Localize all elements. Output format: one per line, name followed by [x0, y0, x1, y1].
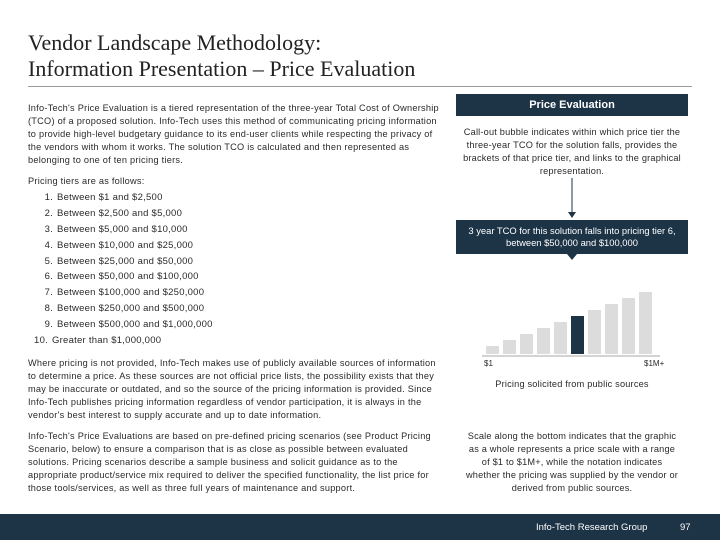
public-sources-paragraph: Where pricing is not provided, Info-Tech makes use of publicly available sources of information to determine a price. As these sources are not official price lists, the possibility exists that they may be inaccurate or outdated, and so the source of the pricing information is provided. Since Info-Tech publishes pricing information regardless of vendor participation, it is always in the vendor's best interest to supply accurate and up to date information. — [28, 357, 436, 420]
tier-number: 8. — [44, 302, 53, 314]
tier-bar — [486, 346, 499, 354]
tiers-intro: Pricing tiers are as follows: — [28, 176, 145, 186]
tier-number: 5. — [44, 255, 53, 267]
tier-bar — [639, 292, 652, 354]
scale-min-label: $1 — [484, 359, 493, 368]
tier-bars — [486, 292, 652, 354]
scale-max-label: $1M+ — [644, 359, 665, 368]
tier-item — [28, 253, 440, 269]
footer-bar — [0, 514, 720, 540]
price-scale — [456, 356, 688, 370]
callout-description: Call-out bubble indicates within which price tier the three-year TCO for the solution falls, provides the brackets of that price tier, and links to the graphical representation. — [463, 127, 681, 176]
tier-number: 2. — [44, 208, 53, 220]
title-divider — [28, 86, 692, 87]
callout-pointer — [567, 254, 577, 260]
left-column — [28, 102, 440, 503]
tier-bar — [622, 298, 635, 354]
page-number: 97 — [680, 522, 691, 533]
footer-org-name: Info-Tech Research Group — [536, 522, 648, 533]
tier-number: 6. — [44, 271, 53, 283]
tier-item — [28, 206, 440, 222]
title-line-2: Information Presentation – Price Evaluation — [28, 56, 416, 81]
right-column — [456, 94, 688, 493]
tier-number: 7. — [44, 287, 53, 299]
tier-bar — [537, 328, 550, 354]
scale-description: Scale along the bottom indicates that the graphic as a whole represents a price scale with a range of $1 to $1M+, while the notation indicates whether the pricing was supplied by the vendor or derived from public sources. — [465, 431, 679, 493]
tier-number: 4. — [44, 239, 53, 251]
tier-label: Greater than $1,000,000 — [52, 334, 162, 346]
tier-item — [28, 222, 440, 238]
tier-number: 10. — [34, 334, 48, 346]
tier-number: 3. — [44, 223, 53, 235]
pricing-source-note: Pricing solicited from public sources — [495, 379, 649, 389]
arrow-down-head — [568, 212, 576, 218]
tier-item — [28, 269, 440, 285]
tier-bar — [588, 310, 601, 354]
tier-item — [28, 316, 440, 332]
intro-paragraph: Info-Tech's Price Evaluation is a tiered representation of the three-year Total Cost of Ownership (TCO) of a proposed solution. Info-Tech uses this method of communicating pricing information to provide high-level budgetary guidance to its end-user clients while respecting the privacy of the vendors with whom it works. The solution TCO is calculated and then represented as belonging to one of ten pricing tiers. — [28, 103, 439, 165]
pricing-scenarios-paragraph: Info-Tech's Price Evaluations are based on pre-defined pricing scenarios (see Product Pricing Scenario, below) to ensure a comparison that is as close as possible between evaluated solutions. Pricing scenarios describe a sample business and solicit guidance as to the appropriate product/service mix required to deliver the specified functionality, the list price for those tools/services, as well as three full years of maintenance and support. — [28, 430, 431, 493]
tier-label: Between $250,000 and $500,000 — [57, 302, 205, 314]
tier-number: 9. — [44, 318, 53, 330]
tier-label: Between $100,000 and $250,000 — [57, 287, 205, 299]
tier-bar — [605, 304, 618, 354]
tier-item — [28, 332, 440, 348]
slide-title — [28, 30, 688, 82]
tier-label: Between $1 and $2,500 — [57, 192, 163, 204]
tier-item — [28, 237, 440, 253]
tier-callout-box: 3 year TCO for this solution falls into pricing tier 6, between $50,000 and $100,000 — [456, 220, 688, 254]
tier-label: Between $5,000 and $10,000 — [57, 223, 188, 235]
tier-bar — [503, 340, 516, 354]
tier-list — [28, 190, 440, 348]
title-line-1: Vendor Landscape Methodology: — [28, 30, 322, 55]
tier-label: Between $500,000 and $1,000,000 — [57, 318, 213, 330]
tier-item — [28, 190, 440, 206]
tier-item — [28, 285, 440, 301]
tier-bar — [554, 322, 567, 354]
tier-bar — [571, 316, 584, 354]
tier-bar — [520, 334, 533, 354]
tier-label: Between $50,000 and $100,000 — [57, 271, 199, 283]
tier-label: Between $25,000 and $50,000 — [57, 255, 194, 267]
tier-label: Between $2,500 and $5,000 — [57, 208, 183, 220]
tier-number: 1. — [44, 192, 53, 204]
price-evaluation-header: Price Evaluation — [456, 94, 688, 116]
tier-label: Between $10,000 and $25,000 — [57, 239, 194, 251]
tier-item — [28, 301, 440, 317]
